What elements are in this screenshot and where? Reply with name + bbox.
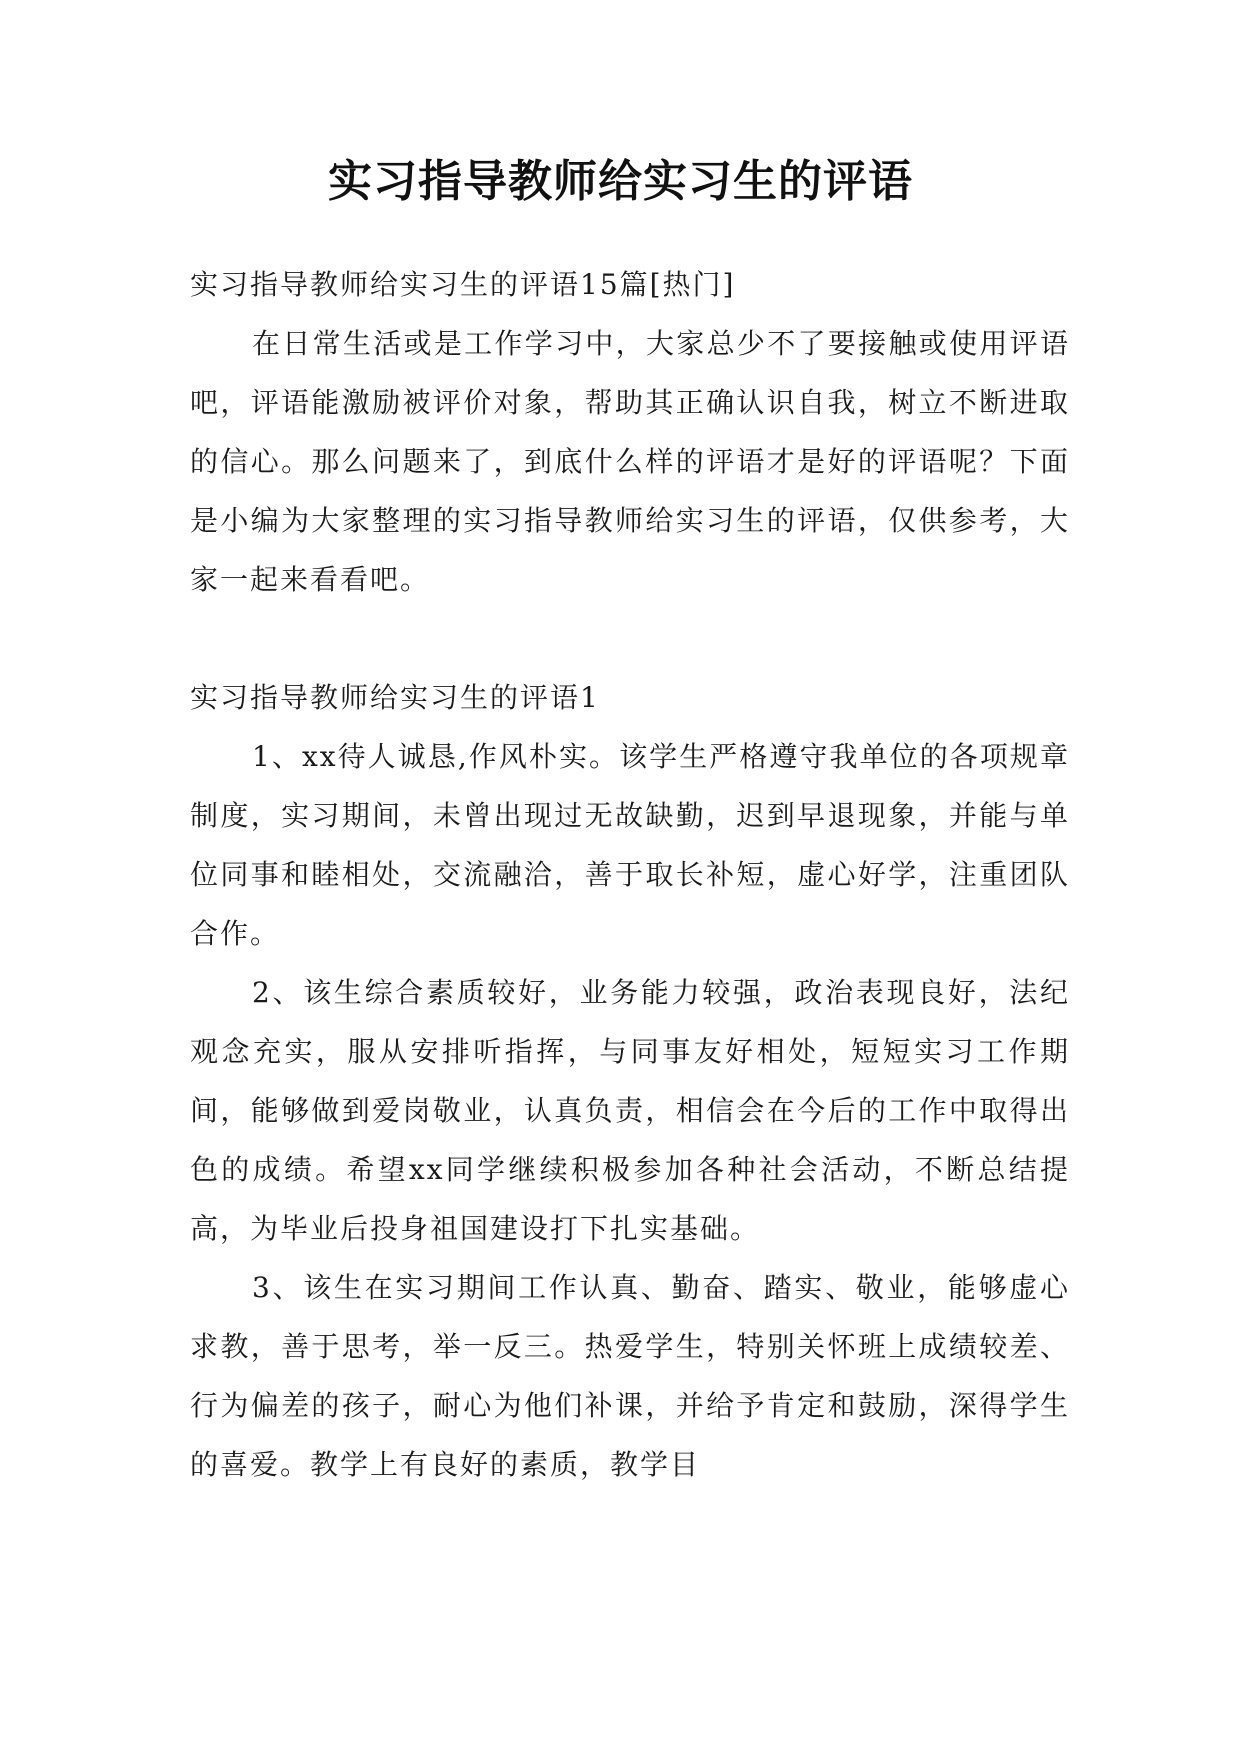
comment-item-1: 1、xx待人诚恳,作风朴实。该学生严格遵守我单位的各项规章制度，实习期间，未曾出现过无故缺勤，迟到早退现象，并能与单位同事和睦相处，交流融洽，善于取长补短，虚心好学，注重团队合作。 — [190, 740, 1070, 950]
document-title: 实习指导教师给实习生的评语 — [328, 156, 913, 207]
document-body — [190, 255, 1070, 1494]
section-heading: 实习指导教师给实习生的评语1 — [190, 681, 600, 714]
comment-item-2: 2、该生综合素质较好，业务能力较强，政治表现良好，法纪观念充实，服从安排听指挥，与同事友好相处，短短实习工作期间，能够做到爱岗敬业，认真负责，相信会在今后的工作中取得出色的成绩。希望xx同学继续积极参加各种社会活动，不断总结提高，为毕业后投身祖国建设打下扎实基础。 — [190, 976, 1070, 1245]
comment-item-3: 3、该生在实习期间工作认真、勤奋、踏实、敬业，能够虚心求教，善于思考，举一反三。热爱学生，特别关怀班上成绩较差、行为偏差的孩子，耐心为他们补课，并给予肯定和鼓励，深得学生的喜爱。教学上有良好的素质，教学目 — [190, 1271, 1070, 1481]
intro-paragraph: 在日常生活或是工作学习中，大家总少不了要接触或使用评语吧，评语能激励被评价对象，帮助其正确认识自我，树立不断进取的信心。那么问题来了，到底什么样的评语才是好的评语呢？下面是小编为大家整理的实习指导教师给实习生的评语，仅供参考，大家一起来看看吧。 — [190, 327, 1070, 596]
document-subtitle: 实习指导教师给实习生的评语15篇[热门] — [190, 268, 736, 301]
section-spacer — [190, 609, 1070, 668]
